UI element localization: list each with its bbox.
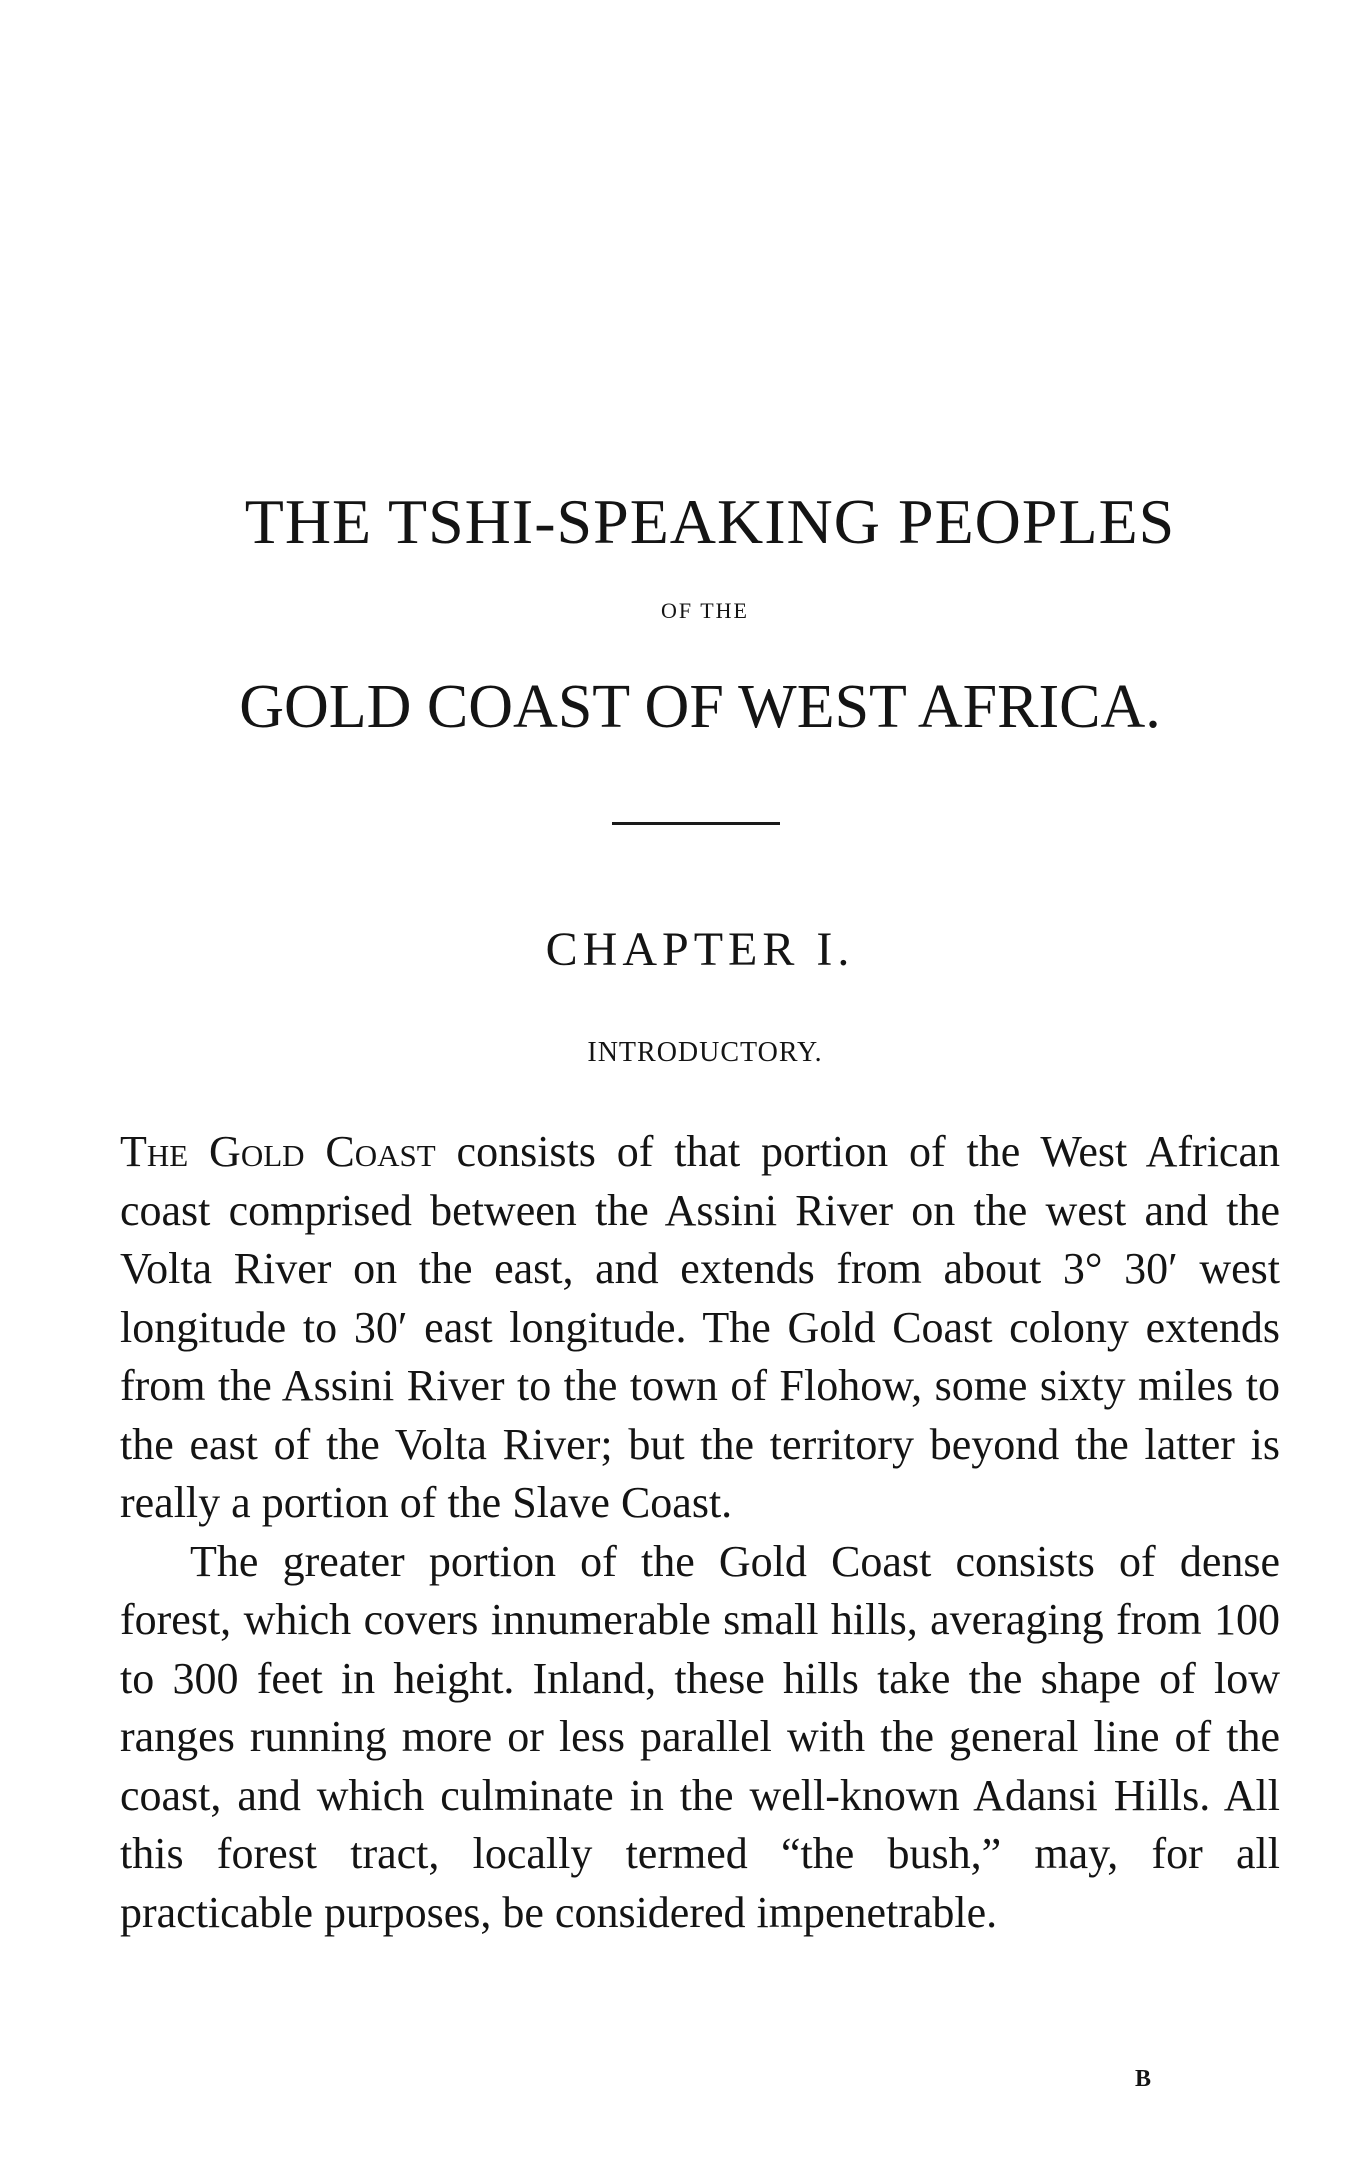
divider-rule [612, 822, 780, 825]
paragraph-1 [120, 1123, 1280, 1533]
title-connector: OF THE [661, 598, 749, 623]
chapter-subtitle: INTRODUCTORY. [587, 1037, 823, 1068]
paragraph-lead: The Gold Coast [120, 1127, 436, 1176]
chapter-heading: CHAPTER I. [545, 923, 855, 976]
book-subtitle: GOLD COAST OF WEST AFRICA. [239, 673, 1161, 741]
book-title: THE TSHI-SPEAKING PEOPLES [244, 486, 1176, 557]
paragraph-2: The greater portion of the Gold Coast consists of dense forest, which covers innumerable small hills, averaging from 100 to 300 feet in height. Inland, these hills take the shape of low ranges running more or less parallel with the general line of the coast, and which culminate in the well-known Adansi Hills. All this forest tract, locally termed “the bush,” may, for all practicable purposes, be considered impenetrable. [120, 1536, 1280, 1937]
body-text [120, 1123, 1280, 1942]
signature-mark: B [1135, 2066, 1152, 2092]
paragraph-1-text: consists of that portion of the West African coast comprised between the Assini River on the west and the Volta River on the east, and extends from about 3° 30′ west longitude to 30′ east longitude. The Gold Coast colony extends from the Assini River to the town of Flohow, some sixty miles to the east of the Volta River; but the territory beyond the latter is really a portion of the Slave Coast. [120, 1127, 1280, 1527]
